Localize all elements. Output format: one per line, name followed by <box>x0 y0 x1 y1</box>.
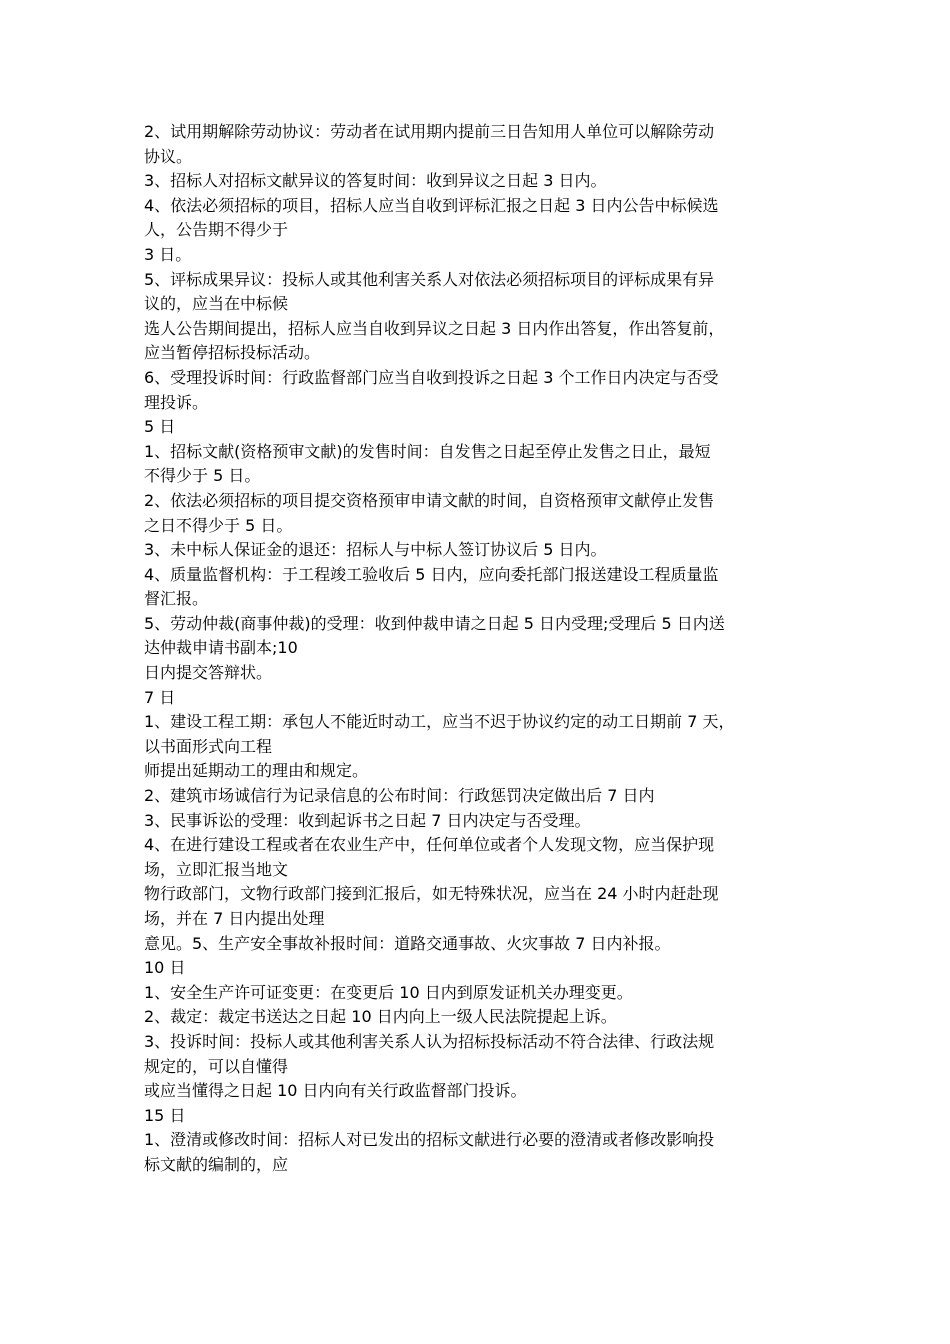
text-line: 协议。 <box>144 146 193 166</box>
document-body <box>144 120 824 1178</box>
text-line: 3、民事诉讼的受理：收到起诉书之日起 7 日内决定与否受理。 <box>144 810 591 830</box>
text-line: 选人公告期间提出，招标人应当自收到异议之日起 3 日内作出答复，作出答复前， <box>144 318 725 338</box>
text-line: 应当暂停招标投标活动。 <box>144 343 321 363</box>
text-line: 理投诉。 <box>144 392 209 412</box>
text-line: 3、投诉时间：投标人或其他利害关系人认为招标投标活动不符合法律、行政法规 <box>144 1031 715 1051</box>
text-line: 4、在进行建设工程或者在农业生产中，任何单位或者个人发现文物，应当保护现 <box>144 835 715 855</box>
text-line: 或应当懂得之日起 10 日内向有关行政监督部门投诉。 <box>144 1081 527 1101</box>
text-line: 1、安全生产许可证变更：在变更后 10 日内到原发证机关办理变更。 <box>144 982 633 1002</box>
text-line: 2、建筑市场诚信行为记录信息的公布时间：行政惩罚决定做出后 7 日内 <box>144 786 655 806</box>
text-line: 达仲裁申请书副本;10 <box>144 638 298 658</box>
text-line: 2、试用期解除劳动协议：劳动者在试用期内提前三日告知用人单位可以解除劳动 <box>144 122 715 141</box>
text-line: 1、建设工程工期：承包人不能近时动工，应当不迟于协议约定的动工日期前 7 天， <box>144 712 735 732</box>
text-line: 10 日 <box>144 958 186 978</box>
text-line: 人，公告期不得少于 <box>144 220 289 240</box>
text-line: 4、质量监督机构：于工程竣工验收后 5 日内，应向委托部门报送建设工程质量监 <box>144 564 719 584</box>
text-line: 3、未中标人保证金的退还：招标人与中标人签订协议后 5 日内。 <box>144 540 607 560</box>
text-line: 3、招标人对招标文献异议的答复时间：收到异议之日起 3 日内。 <box>144 171 607 191</box>
text-line: 3 日。 <box>144 244 192 264</box>
text-line: 4、依法必须招标的项目，招标人应当自收到评标汇报之日起 3 日内公告中标候选 <box>144 195 719 215</box>
text-line: 场，立即汇报当地文 <box>144 859 289 879</box>
text-line: 1、澄清或修改时间：招标人对已发出的招标文献进行必要的澄清或者修改影响投 <box>144 1130 715 1150</box>
text-line: 5、评标成果异议：投标人或其他利害关系人对依法必须招标项目的评标成果有异 <box>144 269 715 289</box>
text-line: 2、依法必须招标的项目提交资格预审申请文献的时间，自资格预审文献停止发售 <box>144 490 715 510</box>
text-line: 1、招标文献(资格预审文献)的发售时间：自发售之日起至停止发售之日止，最短 <box>144 441 711 461</box>
text-line: 议的，应当在中标候 <box>144 294 289 314</box>
text-line: 15 日 <box>144 1105 186 1125</box>
text-line: 2、裁定：裁定书送达之日起 10 日内向上一级人民法院提起上诉。 <box>144 1007 617 1027</box>
text-line: 意见。5、生产安全事故补报时间：道路交通事故、火灾事故 7 日内补报。 <box>144 933 671 953</box>
text-line: 以书面形式向工程 <box>144 736 273 756</box>
text-line: 督汇报。 <box>144 589 209 609</box>
text-line: 之日不得少于 5 日。 <box>144 515 293 535</box>
text-line: 日内提交答辩状。 <box>144 663 273 683</box>
text-line: 场，并在 7 日内提出处理 <box>144 909 325 928</box>
text-line: 物行政部门，文物行政部门接到汇报后，如无特殊状况，应当在 24 小时内赶赴现 <box>144 884 719 904</box>
text-line: 规定的，可以自懂得 <box>144 1056 289 1076</box>
text-line: 5 日 <box>144 417 176 437</box>
text-line: 师提出延期动工的理由和规定。 <box>144 761 369 781</box>
text-line: 5、劳动仲裁(商事仲裁)的受理：收到仲裁申请之日起 5 日内受理;受理后 5 日内送 <box>144 613 725 633</box>
text-line: 不得少于 5 日。 <box>144 466 261 486</box>
text-line: 标文献的编制的，应 <box>144 1154 289 1174</box>
text-line: 7 日 <box>144 687 176 707</box>
text-line: 6、受理投诉时间：行政监督部门应当自收到投诉之日起 3 个工作日内决定与否受 <box>144 367 719 387</box>
